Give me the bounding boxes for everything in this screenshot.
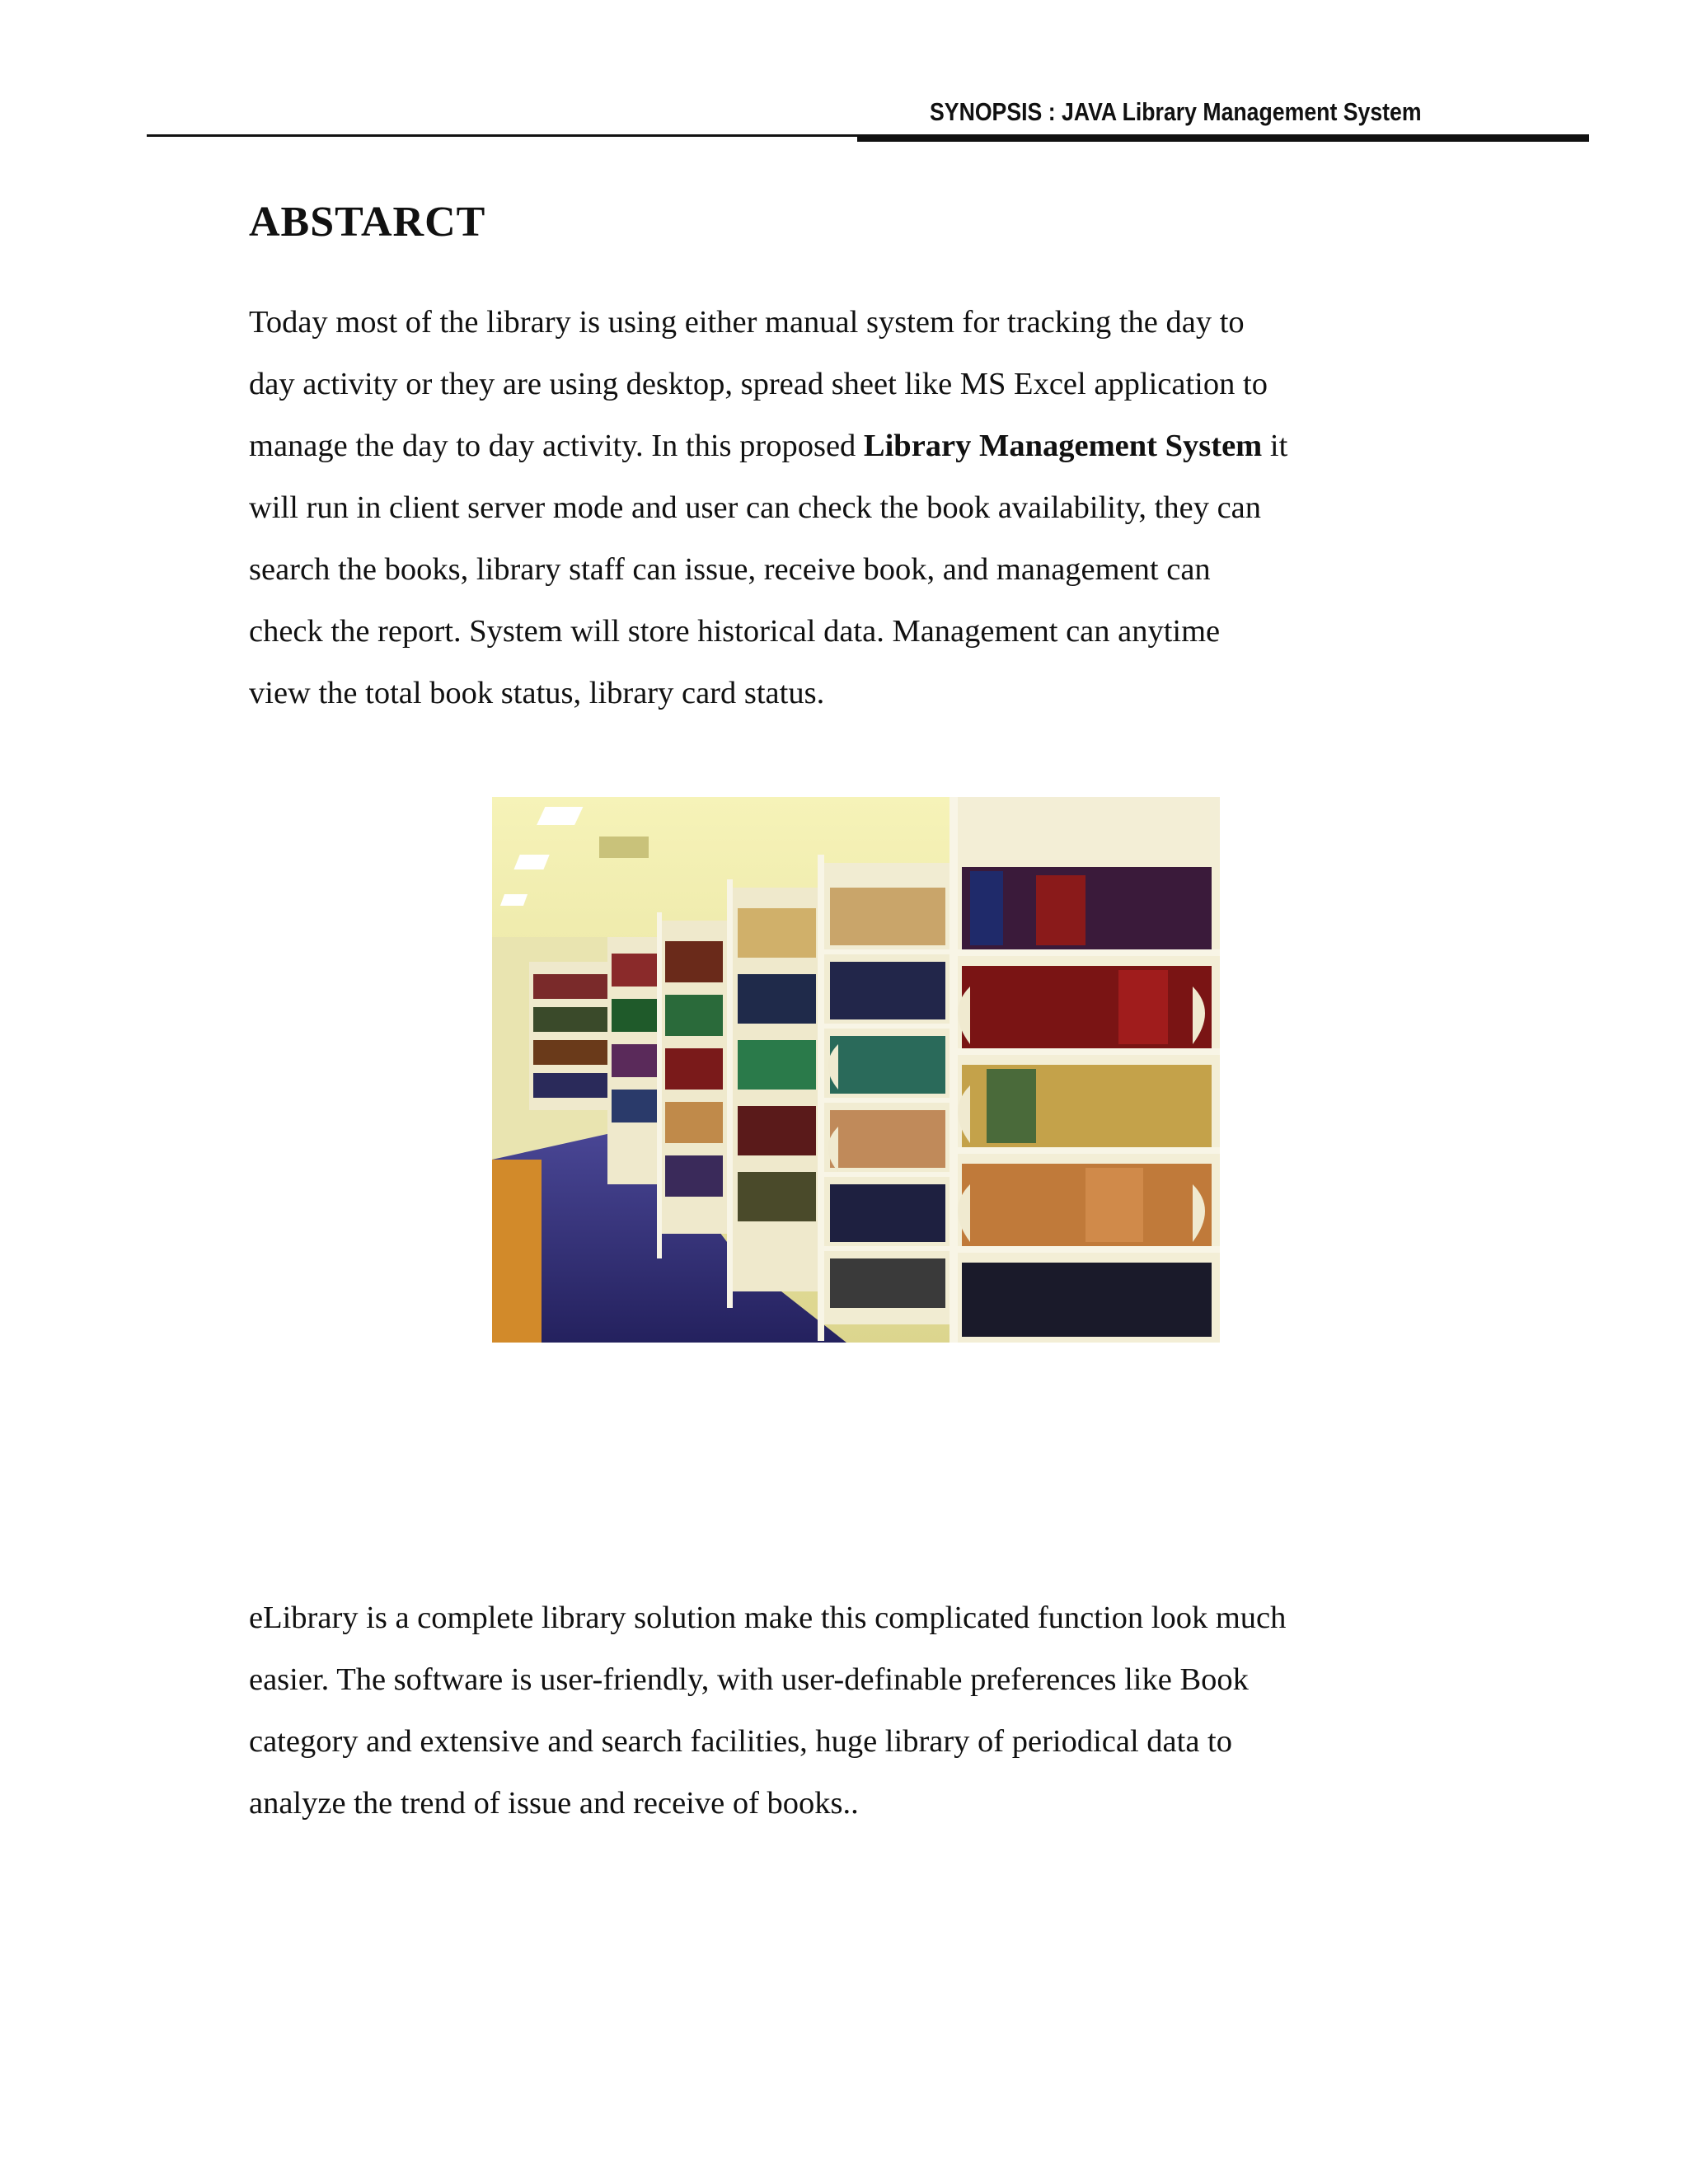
paragraph-text: it [1262,429,1288,463]
paragraph-line [249,415,1452,477]
paragraph-line: search the books, library staff can issue, receive book, and management can [249,552,1211,587]
paragraph-line: day activity or they are using desktop, spread sheet like MS Excel application to [249,367,1268,401]
system-name-bold: Library Management System [863,429,1263,463]
abstract-paragraph-1 [249,292,1452,724]
library-photo [492,797,1220,1343]
header-rule-thick [857,136,1589,142]
paragraph-line: check the report. System will store historical data. Management can anytime [249,614,1221,649]
paragraph-line: Today most of the library is using either manual system for tracking the day to [249,305,1245,340]
paragraph-line: will run in client server mode and user can check the book availability, they can [249,490,1261,525]
paragraph-line: eLibrary is a complete library solution make this complicated function look much [249,1601,1287,1635]
paragraph-line: view the total book status, library card status. [249,676,825,710]
paragraph-text: manage the day to day activity. In this proposed [249,429,864,463]
library-bookshelves-illustration [492,797,1220,1343]
abstract-heading: ABSTARCT [249,199,486,246]
running-header: SYNOPSIS : JAVA Library Management System [930,97,1422,126]
paragraph-line: category and extensive and search facilities, huge library of periodical data to [249,1724,1232,1759]
paragraph-line: analyze the trend of issue and receive of books.. [249,1786,859,1821]
abstract-paragraph-2 [249,1587,1452,1835]
paragraph-line: easier. The software is user-friendly, with user-definable preferences like Book [249,1662,1249,1697]
